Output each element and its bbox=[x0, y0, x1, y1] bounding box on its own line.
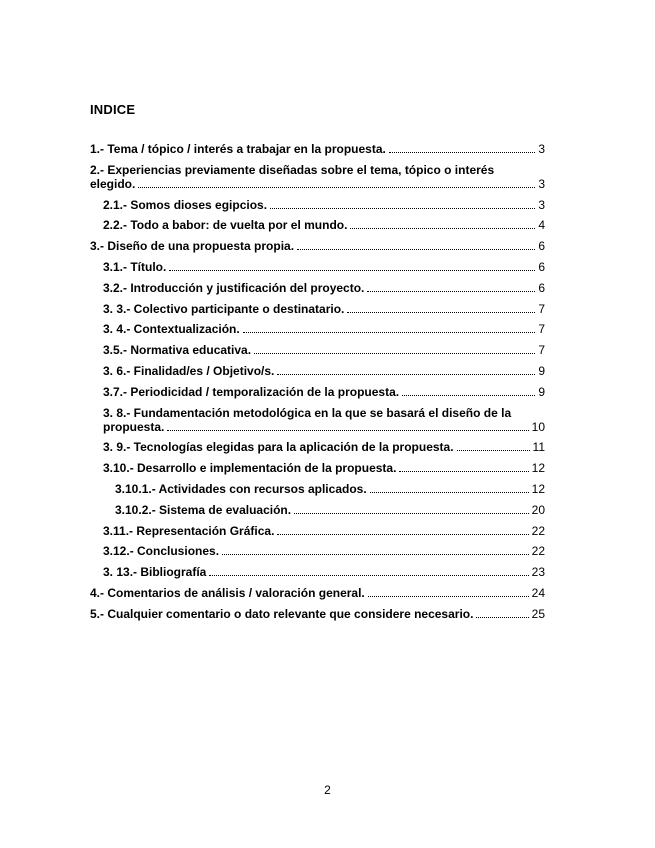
toc-entry-title: 1.- Tema / tópico / interés a trabajar en la propuesta. bbox=[90, 142, 386, 156]
table-of-contents bbox=[90, 142, 545, 628]
toc-entry-title-continued: propuesta. bbox=[103, 419, 165, 434]
toc-entry[interactable] bbox=[90, 503, 545, 517]
toc-entry-title: 2.- Experiencias previamente diseñadas sobre el tema, tópico o interés bbox=[90, 162, 495, 177]
toc-entry-title: 3. 4.- Contextualización. bbox=[103, 322, 240, 337]
toc-entry[interactable] bbox=[90, 302, 545, 316]
dot-leader bbox=[243, 332, 536, 333]
toc-entry-page: 6 bbox=[538, 259, 545, 274]
toc-entry-page: 20 bbox=[531, 502, 545, 517]
toc-entry[interactable] bbox=[90, 586, 545, 600]
toc-entry[interactable] bbox=[90, 364, 545, 378]
dot-leader bbox=[457, 450, 530, 451]
dot-leader bbox=[347, 312, 535, 313]
toc-entry[interactable] bbox=[90, 322, 545, 336]
toc-entry-page: 10 bbox=[531, 419, 545, 434]
toc-entry-title: 5.- Cualquier comentario o dato relevante que considere necesario. bbox=[90, 606, 474, 621]
toc-entry[interactable] bbox=[90, 406, 545, 434]
toc-entry[interactable] bbox=[90, 142, 545, 156]
toc-entry-title: 3.12.- Conclusiones. bbox=[103, 544, 220, 559]
toc-entry-title: 3.10.2.- Sistema de evaluación. bbox=[115, 502, 292, 517]
toc-entry[interactable] bbox=[90, 260, 545, 274]
toc-entry-page: 3 bbox=[538, 142, 545, 156]
toc-entry-page: 9 bbox=[538, 384, 545, 399]
toc-entry-page: 4 bbox=[538, 218, 545, 233]
toc-entry[interactable] bbox=[90, 163, 545, 191]
toc-entry-page: 11 bbox=[532, 440, 545, 455]
dot-leader bbox=[399, 471, 528, 472]
toc-entry[interactable] bbox=[90, 544, 545, 558]
toc-entry-title: 3. 13.- Bibliografía bbox=[103, 565, 207, 580]
toc-entry[interactable] bbox=[90, 482, 545, 496]
dot-leader bbox=[209, 575, 528, 576]
toc-entry-title: 3.1.- Título. bbox=[103, 259, 167, 274]
toc-entry[interactable] bbox=[90, 239, 545, 253]
toc-entry-title: 2.2.- Todo a babor: de vuelta por el mundo. bbox=[103, 218, 348, 233]
toc-entry-page: 22 bbox=[531, 523, 545, 538]
dot-leader bbox=[138, 187, 535, 188]
toc-entry-page: 25 bbox=[531, 606, 545, 621]
toc-entry-page: 3 bbox=[538, 197, 545, 212]
dot-leader bbox=[167, 430, 528, 431]
toc-entry-page: 22 bbox=[531, 544, 545, 559]
dot-leader bbox=[277, 374, 535, 375]
toc-entry-title: 3.10.- Desarrollo e implementación de la propuesta. bbox=[103, 461, 397, 476]
dot-leader bbox=[169, 270, 535, 271]
dot-leader bbox=[350, 228, 535, 229]
toc-entry-page: 6 bbox=[538, 239, 545, 254]
toc-entry[interactable] bbox=[90, 461, 545, 475]
dot-leader bbox=[277, 534, 528, 535]
toc-entry-page: 12 bbox=[531, 461, 545, 476]
toc-entry-title: 3. 8.- Fundamentación metodológica en la que se basará el diseño de la bbox=[103, 405, 512, 420]
toc-entry[interactable] bbox=[90, 565, 545, 579]
toc-entry[interactable] bbox=[90, 524, 545, 538]
toc-entry-title: 3. 9.- Tecnologías elegidas para la aplicación de la propuesta. bbox=[103, 440, 454, 455]
toc-entry-page: 6 bbox=[538, 280, 545, 295]
toc-entry-title: 2.1.- Somos dioses egipcios. bbox=[103, 197, 268, 212]
toc-entry-page: 7 bbox=[538, 343, 545, 358]
dot-leader bbox=[389, 152, 535, 153]
toc-entry-title: 3.- Diseño de una propuesta propia. bbox=[90, 239, 295, 254]
toc-entry-page: 12 bbox=[531, 481, 545, 496]
dot-leader bbox=[294, 513, 529, 514]
dot-leader bbox=[368, 596, 529, 597]
dot-leader bbox=[402, 395, 535, 396]
toc-entry-page: 23 bbox=[531, 565, 545, 580]
toc-entry[interactable] bbox=[90, 218, 545, 232]
toc-entry-title: 3. 3.- Colectivo participante o destinatario. bbox=[103, 301, 345, 316]
toc-entry-title: 3.10.1.- Actividades con recursos aplicados. bbox=[115, 481, 367, 496]
toc-entry[interactable] bbox=[90, 385, 545, 399]
toc-entry[interactable] bbox=[90, 343, 545, 357]
toc-entry-title: 4.- Comentarios de análisis / valoración general. bbox=[90, 585, 365, 600]
toc-entry-page: 7 bbox=[538, 301, 545, 316]
toc-entry[interactable] bbox=[90, 281, 545, 295]
toc-entry-title-continued: elegido. bbox=[90, 176, 136, 191]
dot-leader bbox=[270, 208, 535, 209]
toc-entry-title: 3. 6.- Finalidad/es / Objetivo/s. bbox=[103, 363, 275, 378]
toc-entry-page: 3 bbox=[538, 176, 545, 191]
page-number: 2 bbox=[324, 783, 331, 797]
dot-leader bbox=[222, 554, 529, 555]
dot-leader bbox=[476, 617, 528, 618]
toc-entry[interactable] bbox=[90, 198, 545, 212]
toc-entry-title: 3.11.- Representación Gráfica. bbox=[103, 523, 275, 538]
toc-entry-page: 7 bbox=[538, 322, 545, 337]
dot-leader bbox=[370, 492, 529, 493]
toc-entry[interactable] bbox=[90, 440, 545, 454]
dot-leader bbox=[367, 291, 535, 292]
dot-leader bbox=[297, 249, 535, 250]
dot-leader bbox=[254, 353, 535, 354]
toc-entry-page: 9 bbox=[538, 363, 545, 378]
page-title: INDICE bbox=[90, 102, 136, 117]
toc-entry-title: 3.7.- Periodicidad / temporalización de la propuesta. bbox=[103, 384, 400, 399]
toc-entry-title: 3.2.- Introducción y justificación del proyecto. bbox=[103, 280, 365, 295]
toc-entry[interactable] bbox=[90, 607, 545, 621]
toc-entry-title: 3.5.- Normativa educativa. bbox=[103, 343, 252, 358]
toc-entry-page: 24 bbox=[531, 585, 545, 600]
